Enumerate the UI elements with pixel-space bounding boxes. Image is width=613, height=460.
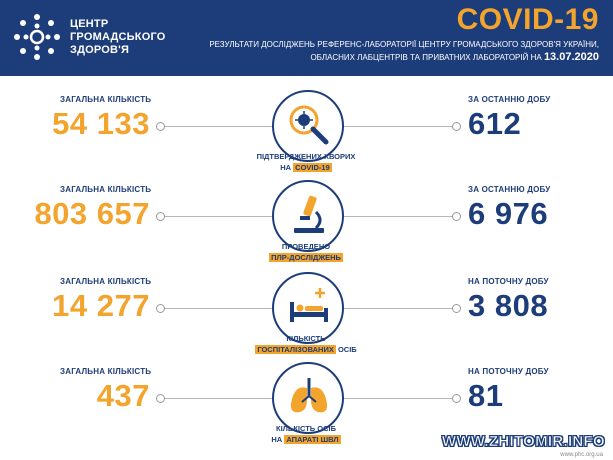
connector-line-left [160,216,272,217]
connector-dot-right [452,122,461,131]
header-banner [0,0,613,76]
connector-dot-left [156,394,165,403]
total-value: 54 133 [52,106,150,141]
caption-line-2 [206,345,406,355]
magnifier-virus-icon [286,102,332,148]
site-watermark: WWW.ZHITOMIR.INFO [441,433,605,450]
period-label: НА ПОТОЧНУ ДОБУ [468,367,549,376]
caption-highlight: ПЛР-ДОСЛІДЖЕНЬ [271,253,341,262]
period-label: ЗА ОСТАННЮ ДОБУ [468,95,551,104]
connector-dot-left [156,122,165,131]
hospital-bed-icon [286,284,332,330]
connector-line-right [344,126,456,127]
connector-line-right [344,308,456,309]
phc-logo-icon [12,12,62,62]
caption-post: ОСІБ [337,345,357,354]
stat-row-pcr [0,176,613,268]
total-label: ЗАГАЛЬНА КІЛЬКІСТЬ [60,95,152,104]
org-line-2: ГРОМАДСЬКОГО [70,31,166,43]
total-value: 803 657 [34,196,150,231]
lungs-icon [286,374,332,420]
subtitle-line-2: ОБЛАСНИХ ЛАБЦЕНТРІВ ТА ПРИВАТНИХ ЛАБОРАТОРІЙ НА [310,53,542,62]
connector-dot-right [452,304,461,313]
period-value: 3 808 [468,288,549,323]
stat-row-hospitalized [0,268,613,360]
total-label: ЗАГАЛЬНА КІЛЬКІСТЬ [60,367,152,376]
connector-dot-left [156,212,165,221]
microscope-icon [286,192,332,238]
period-label: НА ПОТОЧНУ ДОБУ [468,277,549,286]
total-value: 437 [96,378,150,413]
organization-name [70,18,166,57]
connector-dot-left [156,304,165,313]
org-line-1: ЦЕНТР [70,18,109,30]
stat-row-confirmed [0,86,613,178]
connector-line-right [344,216,456,217]
caption-line-2 [206,435,406,445]
caption-highlight: ГОСПІТАЛІЗОВАНИХ [257,345,334,354]
connector-dot-right [452,394,461,403]
connector-dot-right [452,212,461,221]
period-value: 81 [468,378,504,413]
caption-line-1: КІЛЬКІСТЬ ОСІБ [276,424,336,433]
caption-highlight: АПАРАТІ ШВЛ [286,435,339,444]
total-label: ЗАГАЛЬНА КІЛЬКІСТЬ [60,277,152,286]
caption-pre: НА [280,163,292,172]
connector-line-left [160,308,272,309]
connector-line-left [160,126,272,127]
caption-line-2 [206,163,406,173]
report-date: 13.07.2020 [543,51,599,63]
total-label: ЗАГАЛЬНА КІЛЬКІСТЬ [60,185,152,194]
page-title: COVID-19 [456,3,599,36]
org-line-3: ЗДОРОВ'Я [70,44,130,56]
period-label: ЗА ОСТАННЮ ДОБУ [468,185,551,194]
caption-line-1: ПРОВЕДЕНО [281,242,331,251]
period-value: 6 976 [468,196,549,231]
total-value: 14 277 [52,288,150,323]
page-subtitle [169,38,599,64]
connector-line-right [344,398,456,399]
caption-line-1: ПІДТВЕРДЖЕНИХ ХВОРИХ [256,152,356,161]
connector-line-left [160,398,272,399]
period-value: 612 [468,106,522,141]
caption-highlight: COVID-19 [295,163,330,172]
caption-line-2 [206,253,406,263]
subtitle-line-1: РЕЗУЛЬТАТИ ДОСЛІДЖЕНЬ РЕФЕРЕНС-ЛАБОРАТОРІЇ ЦЕНТРУ ГРОМАДСЬКОГО ЗДОРОВ'Я УКРАЇНИ, [209,40,599,49]
caption-pre: НА [271,435,283,444]
source-url: www.phc.org.ua [560,452,603,458]
caption-line-1: КІЛЬКІСТЬ [286,334,326,343]
